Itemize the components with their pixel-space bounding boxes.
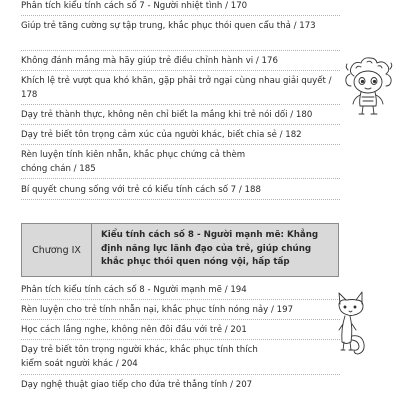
toc-item: Phân tích kiểu tính cách số 7 - Người nhiệt tình / 170 <box>21 1 248 11</box>
divider <box>21 50 340 51</box>
chapter-title: Kiểu tính cách số 8 - Người mạnh mẽ: Khẳng định năng lực lãnh đạo của trẻ, giúp chúng khắc phục thói quen nóng vội, hấp tấp <box>101 230 319 267</box>
divider <box>21 339 340 340</box>
divider <box>21 178 340 179</box>
toc-item: Không đánh mắng mà hãy giúp trẻ điều chỉnh hành vi / 176 <box>21 56 278 66</box>
divider <box>21 124 340 125</box>
fox-illustration <box>331 290 369 358</box>
divider <box>21 299 340 300</box>
toc-item: Phân tích kiểu tính cách số 8 - Người mạnh mẽ / 194 <box>21 285 247 295</box>
girl-illustration <box>340 56 398 118</box>
toc-item: Dạy trẻ thành thực, không nên chỉ biết la mắng khi trẻ nói dối / 180 <box>21 110 313 120</box>
toc-item: Dạy trẻ biết tôn trọng người khác, khắc phục tính thích kiểm soát người khác / 204 <box>21 345 258 369</box>
divider <box>21 15 340 16</box>
toc-item: Rèn luyện tính kiên nhẫn, khắc phục chứng cả thèm chóng chán / 185 <box>21 150 246 174</box>
divider <box>21 144 340 145</box>
divider <box>21 374 340 375</box>
chapter-number: Chương IX <box>22 224 92 276</box>
toc-item: Rèn luyện cho trẻ tính nhẫn nại, khắc phục tính nóng nảy / 197 <box>21 305 294 315</box>
toc-item: Dạy nghệ thuật giao tiếp cho đứa trẻ thẳng tính / 207 <box>21 380 253 390</box>
divider <box>21 319 340 320</box>
toc-item: Dạy trẻ biết tôn trọng cảm xúc của người khác, biết chia sẻ / 182 <box>21 130 302 140</box>
toc-item: Giúp trẻ tăng cường sự tập trung, khắc phục thói quen cẩu thả / 173 <box>21 21 316 31</box>
toc-item: Học cách lắng nghe, không nên đôi đầu với trẻ / 201 <box>21 325 247 335</box>
divider <box>21 70 340 71</box>
toc-item: Khích lệ trẻ vượt qua khó khăn, gặp phải trở ngại cùng nhau giải quyết / 178 <box>21 76 332 100</box>
divider <box>21 104 340 105</box>
toc-item: Bí quyết chung sống với trẻ có kiểu tính cách số 7 / 188 <box>21 185 261 195</box>
divider <box>21 199 340 200</box>
chapter-heading <box>21 223 339 277</box>
